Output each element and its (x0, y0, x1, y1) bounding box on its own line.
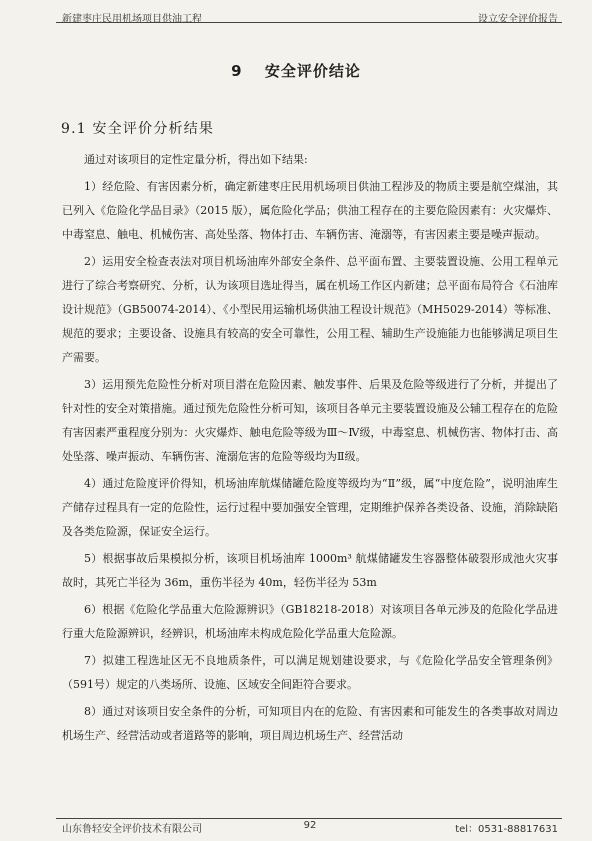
chapter-heading (0, 60, 592, 81)
header-project-title: 新建枣庄民用机场项目供油工程 (62, 14, 202, 25)
paragraph-6: 6）根据《危险化学品重大危险源辨识》（GB18218-2018）对该项目各单元涉及的危险化学品进行重大危险源辨识，经辨识，机场油库未构成危险化学品重大危险源。 (62, 603, 558, 640)
paragraph-8: 8）通过对该项目安全条件的分析，可知项目内在的危险、有害因素和可能发生的各类事故对周边机场生产、经营活动或者道路等的影响，项目周边机场生产、经营活动 (62, 705, 558, 742)
footer-phone: tel：0531-88817631 (455, 824, 558, 835)
paragraph-3: 3）运用预先危险性分析对项目潜在危险因素、触发事件、后果及危险等级进行了分析，并提出了针对性的安全对策措施。通过预先危险性分析可知，该项目各单元主要装置设施及公辅工程存在的危险有害因素严重程度分别为：火灾爆炸、触电危险等级为Ⅲ～Ⅳ级，中毒窒息、机械伤害、物体打击、高处坠落、噪声振动、车辆伤害、淹溺危害的危险等级均为Ⅱ级。 (62, 378, 558, 463)
paragraph-4: 4）通过危险度评价得知，机场油库航煤储罐危险度等级均为“Ⅱ”级，属“中度危险”，说明油库生产储存过程具有一定的危险性，运行过程中要加强安全管理，定期维护保养各类设备、设施，消除缺陷及各类危险源，保证安全运行。 (62, 477, 558, 538)
page-number: 92 (303, 820, 317, 831)
footer-rule (56, 818, 562, 819)
paragraph-intro: 通过对该项目的定性定量分析，得出如下结果: (84, 153, 308, 166)
chapter-title: 安全评价结论 (264, 62, 361, 80)
page-footer (62, 820, 558, 836)
paragraph-1: 1）经危险、有害因素分析，确定新建枣庄民用机场项目供油工程涉及的物质主要是航空煤油，其已列入《危险化学品目录》（2015 版），属危险化学品；供油工程存在的主要危险因素有：火灾爆炸、中毒窒息、触电、机械伤害、高处坠落、物体打击、车辆伤害、淹溺等，有害因素主要是噪声振动。 (62, 180, 558, 241)
body-text (62, 148, 558, 751)
paragraph-5: 5）根据事故后果模拟分析，该项目机场油库 1000m³ 航煤储罐发生容器整体破裂形成池火灾事故时，其死亡半径为 36m，重伤半径为 40m，轻伤半径为 53m (62, 552, 558, 589)
paragraph-2: 2）运用安全检查表法对项目机场油库外部安全条件、总平面布置、主要装置设施、公用工程单元进行了综合考察研究、分析，认为该项目选址得当，属在机场工作区内新建；总平面布局符合《石油库设计规范》（GB50074-2014）、《小型民用运输机场供油工程设计规范》（MH5029-2014）等标准、规范的要求；主要设备、设施具有较高的安全可靠性，公用工程、辅助生产设施能力也能够满足项目生产需要。 (62, 255, 558, 364)
header-rule (56, 22, 562, 23)
paragraph-7: 7）拟建工程选址区无不良地质条件，可以满足规划建设要求，与《危险化学品安全管理条例》（591号）规定的八类场所、设施、区域安全间距符合要求。 (62, 654, 558, 691)
section-heading: 9.1 安全评价分析结果 (61, 121, 215, 137)
footer-company: 山东鲁轻安全评价技术有限公司 (62, 824, 202, 835)
chapter-number: 9 (231, 62, 243, 80)
header-report-title: 设立安全评价报告 (478, 14, 558, 25)
